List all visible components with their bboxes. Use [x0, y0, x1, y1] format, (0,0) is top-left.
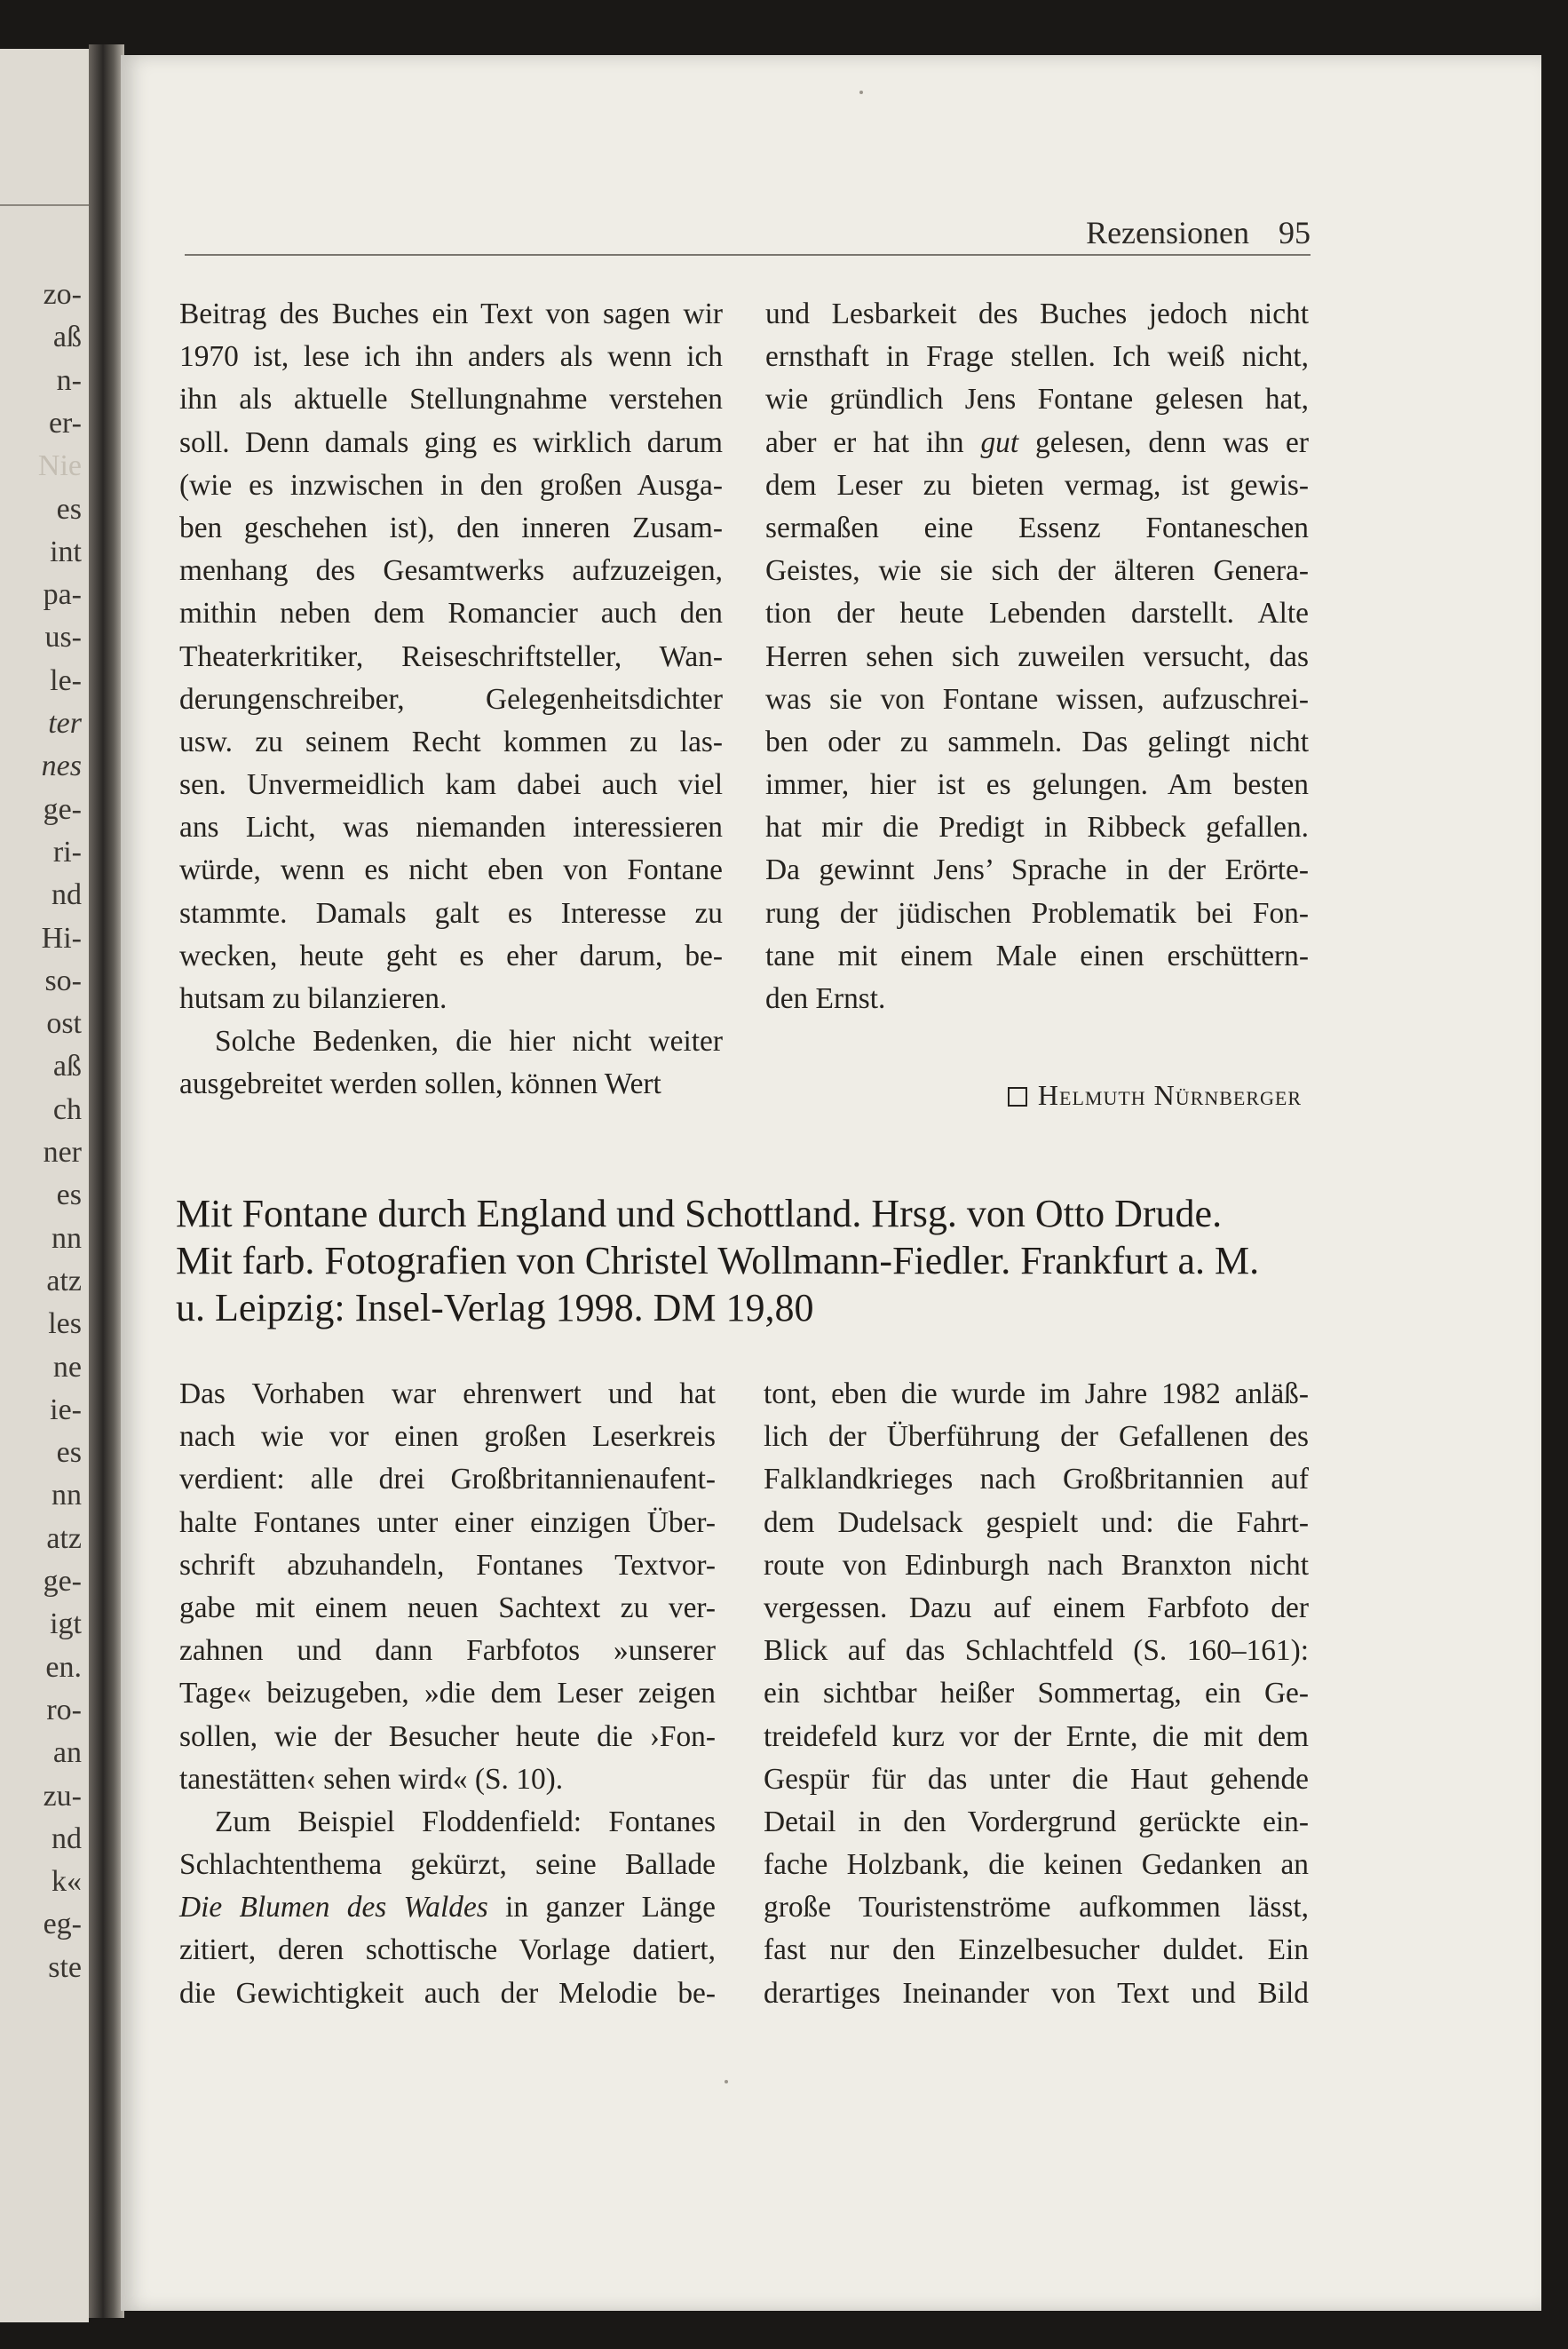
- text-line: [179, 1458, 716, 1501]
- text-line: [764, 1716, 1309, 1758]
- text-line: [179, 507, 723, 550]
- text-line: [179, 1502, 716, 1544]
- text-line: [765, 550, 1309, 592]
- text-segment: was sie von Fontane wissen, aufzuschrei-: [765, 682, 1309, 716]
- text-segment: fast nur den Einzelbesucher duldet. Ein: [764, 1933, 1309, 1967]
- prev-page-text-fragment: us-: [44, 621, 82, 655]
- text-segment: usw. zu seinem Recht kommen zu las-: [179, 725, 723, 758]
- text-segment: dem Dudelsack gespielt und: die Fahrt-: [764, 1505, 1309, 1539]
- heading-line: u. Leipzig: Insel-Verlag 1998. DM 19,80: [176, 1286, 814, 1329]
- text-line: [764, 1672, 1309, 1715]
- text-segment: lich der Überführung der Gefallenen des: [764, 1420, 1309, 1454]
- prev-page-text-fragment: aß: [52, 321, 82, 354]
- text-segment: gut: [980, 425, 1019, 459]
- text-line: [765, 507, 1309, 550]
- text-segment: halte Fontanes unter einer einzigen Über-: [179, 1505, 716, 1539]
- text-segment: Gespür für das unter die Haut gehende: [764, 1762, 1309, 1796]
- text-segment: sollen, wie der Besucher heute die ›Fon-: [179, 1719, 716, 1753]
- text-line: [764, 1886, 1309, 1929]
- prev-page-text-fragment: n-: [56, 363, 82, 397]
- text-segment: soll. Denn damals ging es wirklich darum: [179, 425, 723, 459]
- prev-page-text-fragment: es: [56, 1436, 82, 1470]
- text-line: [179, 550, 723, 592]
- prev-page-text-fragment: er-: [48, 406, 82, 440]
- text-segment: und Lesbarkeit des Buches jedoch nicht: [765, 298, 1309, 330]
- text-line: [765, 978, 1309, 1020]
- text-segment: ben oder zu sammeln. Das gelingt nicht: [765, 725, 1309, 758]
- text-line: [179, 1020, 723, 1063]
- prev-page-text-fragment: ge-: [43, 1565, 82, 1598]
- text-line: [179, 849, 723, 892]
- text-segment: Die Blumen des Waldes: [179, 1891, 488, 1924]
- text-line: [764, 1544, 1309, 1587]
- text-line: [765, 592, 1309, 635]
- text-segment: wecken, heute geht es eher darum, be-: [179, 939, 723, 972]
- text-line: [764, 1929, 1309, 1972]
- book-gutter: [89, 44, 124, 2318]
- prev-page-text-fragment: atz: [46, 1264, 82, 1298]
- prev-page-text-fragment: les: [48, 1307, 82, 1341]
- text-line: [179, 1972, 716, 2015]
- text-segment: ein sichtbar heißer Sommertag, ein Ge-: [764, 1677, 1309, 1710]
- text-line: [765, 336, 1309, 378]
- text-segment: tion der heute Lebenden darstellt. Alte: [765, 597, 1309, 631]
- text-segment: route von Edinburgh nach Branxton nicht: [764, 1548, 1309, 1582]
- prev-page-text-fragment: ter: [48, 707, 82, 740]
- review2-left-column: [179, 1373, 716, 2015]
- prev-page-text-fragment: int: [50, 535, 82, 568]
- text-segment: ausgebreitet werden sollen, können Wert: [179, 1067, 661, 1101]
- checkbox-square-icon: [1008, 1087, 1027, 1107]
- page-number: 95: [1279, 215, 1311, 250]
- header-rule: [185, 254, 1311, 256]
- text-segment: Falklandkrieges nach Großbritannien auf: [764, 1463, 1309, 1496]
- text-line: [765, 679, 1309, 721]
- text-line: [179, 1373, 716, 1416]
- text-line: [765, 721, 1309, 764]
- text-line: [179, 378, 723, 421]
- review2-right-column: [764, 1373, 1309, 2015]
- text-segment: tont, eben die wurde im Jahre 1982 anläß-: [764, 1377, 1309, 1410]
- text-line: [764, 1801, 1309, 1844]
- text-segment: verdient: alle drei Großbritannienaufent-: [179, 1463, 716, 1496]
- text-segment: Das Vorhaben war ehrenwert und hat: [179, 1377, 716, 1410]
- review1-right-column: [765, 293, 1309, 1020]
- text-line: [764, 1758, 1309, 1801]
- text-segment: nach wie vor einen großen Leserkreis: [179, 1420, 716, 1454]
- prev-page-text-fragment: zu-: [43, 1779, 82, 1813]
- review1-left-column: [179, 293, 723, 1107]
- text-segment: aber er hat ihn: [765, 425, 981, 459]
- prev-page-text-fragment: aß: [52, 1050, 82, 1083]
- heading-line: Mit farb. Fotografien von Christel Wollmann-Fiedler. Frankfurt a. M.: [176, 1239, 1260, 1282]
- section-title: Rezensionen: [1086, 215, 1249, 250]
- text-segment: sermaßen eine Essenz Fontaneschen: [765, 511, 1309, 544]
- text-segment: Schlachtenthema gekürzt, seine Ballade: [179, 1848, 716, 1882]
- text-line: [765, 935, 1309, 978]
- text-line: [179, 336, 723, 378]
- text-line: [179, 1801, 716, 1844]
- text-line: [764, 1630, 1309, 1672]
- text-segment: ans Licht, was niemanden interessieren: [179, 811, 723, 845]
- heading-line: Mit Fontane durch England und Schottland. Hrsg. von Otto Drude.: [176, 1192, 1223, 1235]
- text-segment: (wie es inzwischen in den großen Ausga-: [179, 468, 723, 502]
- text-segment: zahnen und dann Farbfotos »unserer: [179, 1634, 716, 1668]
- text-line: [765, 806, 1309, 849]
- text-segment: gabe mit einem neuen Sachtext zu ver-: [179, 1591, 716, 1624]
- text-line: [179, 1672, 716, 1715]
- prev-page-text-fragment: le-: [50, 663, 82, 697]
- text-segment: Theaterkritiker, Reiseschriftsteller, Wan-: [179, 639, 723, 673]
- prev-page-text-fragment: nd: [51, 878, 82, 912]
- text-line: [179, 1716, 716, 1758]
- reviewer-name: Helmuth Nürnberger: [1037, 1079, 1302, 1111]
- text-line: [764, 1502, 1309, 1544]
- text-line: [179, 464, 723, 507]
- text-segment: immer, hier ist es gelungen. Am besten: [765, 768, 1309, 802]
- text-segment: schrift abzuhandeln, Fontanes Textvor-: [179, 1548, 716, 1582]
- text-line: [179, 293, 723, 336]
- text-line: [179, 1758, 716, 1801]
- text-line: [179, 1544, 716, 1587]
- text-segment: tanestätten‹ sehen wird« (S. 10).: [179, 1762, 564, 1796]
- prev-page-text-fragment: nes: [41, 750, 82, 783]
- text-line: [179, 592, 723, 635]
- text-segment: rung der jüdischen Problematik bei Fon-: [765, 896, 1309, 930]
- prev-page-text-fragment: k«: [51, 1865, 82, 1899]
- text-segment: Beitrag des Buches ein Text von sagen wir: [179, 298, 723, 330]
- prev-page-text-fragment: ri-: [52, 835, 82, 869]
- text-line: [179, 1630, 716, 1672]
- text-line: [765, 764, 1309, 806]
- text-segment: Blick auf das Schlachtfeld (S. 160–161):: [764, 1634, 1309, 1668]
- text-line: [764, 1844, 1309, 1886]
- prev-page-text-fragment: pa-: [43, 578, 82, 612]
- text-line: [179, 1886, 716, 1929]
- text-line: [764, 1416, 1309, 1458]
- text-segment: die Gewichtigkeit auch der Melodie be-: [179, 1976, 716, 2010]
- text-segment: derungenschreiber, Gelegenheitsdichter: [179, 682, 723, 716]
- text-segment: 1970 ist, lese ich ihn anders als wenn ich: [179, 340, 723, 374]
- prev-page-text-fragment: zo-: [43, 278, 82, 311]
- prev-page-text-fragment: igt: [50, 1607, 82, 1641]
- text-segment: Herren sehen sich zuweilen versucht, das: [765, 639, 1309, 673]
- text-line: [765, 636, 1309, 679]
- prev-page-text-fragment: es: [56, 1178, 82, 1212]
- running-header: [185, 156, 1311, 254]
- text-line: [179, 935, 723, 978]
- review2-bibliographic-heading: [176, 1190, 1330, 1331]
- text-segment: ihn als aktuelle Stellungnahme verstehen: [179, 383, 723, 417]
- prev-page-text-fragment: Nie: [37, 449, 82, 483]
- prev-page-text-fragment: nd: [51, 1821, 82, 1855]
- prev-page-text-fragment: Hi-: [41, 921, 82, 955]
- text-line: [765, 893, 1309, 935]
- text-segment: zitiert, deren schottische Vorlage datiert,: [179, 1933, 716, 1967]
- text-segment: menhang des Gesamtwerks aufzuzeigen,: [179, 554, 723, 588]
- previous-page-edge: [0, 49, 89, 2322]
- text-segment: hat mir die Predigt in Ribbeck gefallen.: [765, 811, 1309, 845]
- text-segment: Detail in den Vordergrund gerückte ein-: [764, 1805, 1309, 1838]
- text-segment: mithin neben dem Romancier auch den: [179, 597, 723, 631]
- text-line: [765, 378, 1309, 421]
- text-line: [765, 293, 1309, 336]
- prev-page-text-fragment: en.: [45, 1650, 82, 1684]
- prev-page-text-fragment: ste: [48, 1950, 82, 1984]
- text-segment: vergessen. Dazu auf einem Farbfoto der: [764, 1591, 1309, 1624]
- text-segment: Geistes, wie sie sich der älteren Genera-: [765, 554, 1309, 588]
- prev-page-text-fragment: an: [52, 1736, 82, 1770]
- text-segment: wie gründlich Jens Fontane gelesen hat,: [765, 383, 1309, 417]
- text-line: [179, 1587, 716, 1630]
- text-segment: Zum Beispiel Floddenfield: Fontanes: [215, 1805, 716, 1838]
- prev-page-text-fragment: nn: [51, 1479, 82, 1512]
- review1-signature: [815, 1079, 1302, 1112]
- text-segment: hutsam zu bilanzieren.: [179, 982, 447, 1015]
- text-segment: Tage« beizugeben, »die dem Leser zeigen: [179, 1677, 716, 1710]
- text-segment: tane mit einem Male einen erschüttern-: [765, 939, 1309, 972]
- text-line: [179, 679, 723, 721]
- text-line: [179, 806, 723, 849]
- text-line: [179, 1063, 723, 1106]
- text-line: [765, 422, 1309, 464]
- prev-page-text-fragment: ne: [52, 1350, 82, 1384]
- prev-page-text-fragment: eg-: [43, 1908, 82, 1941]
- text-line: [179, 1844, 716, 1886]
- text-segment: dem Leser zu bieten vermag, ist gewis-: [765, 468, 1309, 502]
- text-segment: ernsthaft in Frage stellen. Ich weiß nicht,: [765, 340, 1309, 374]
- text-segment: stammte. Damals galt es Interesse zu: [179, 896, 723, 930]
- text-line: [179, 893, 723, 935]
- text-line: [179, 1416, 716, 1458]
- text-segment: sen. Unvermeidlich kam dabei auch viel: [179, 768, 723, 802]
- text-line: [179, 764, 723, 806]
- text-line: [179, 422, 723, 464]
- text-segment: fache Holzbank, die keinen Gedanken an: [764, 1848, 1309, 1882]
- text-line: [764, 1587, 1309, 1630]
- text-segment: in ganzer Länge: [487, 1891, 716, 1924]
- text-line: [765, 849, 1309, 892]
- text-segment: den Ernst.: [765, 982, 886, 1015]
- prev-page-text-fragment: ge-: [43, 792, 82, 826]
- prev-page-text-fragment: ro-: [46, 1693, 82, 1726]
- text-segment: derartiges Ineinander von Text und Bild: [764, 1976, 1309, 2010]
- text-line: [764, 1458, 1309, 1501]
- text-segment: würde, wenn es nicht eben von Fontane: [179, 853, 723, 887]
- text-segment: treidefeld kurz vor der Ernte, die mit dem: [764, 1719, 1309, 1753]
- prev-page-text-fragment: nn: [51, 1221, 82, 1255]
- text-segment: ben geschehen ist), den inneren Zusam-: [179, 511, 723, 544]
- text-line: [764, 1373, 1309, 1416]
- text-line: [179, 1929, 716, 1972]
- prev-page-text-fragment: so-: [44, 964, 82, 997]
- text-line: [179, 636, 723, 679]
- text-segment: große Touristenströme aufkommen lässt,: [764, 1891, 1309, 1924]
- prev-page-text-fragment: ie-: [50, 1393, 82, 1426]
- text-line: [765, 464, 1309, 507]
- text-line: [764, 1972, 1309, 2015]
- text-segment: gelesen, denn was er: [1018, 425, 1309, 459]
- prev-page-text-fragment: ost: [46, 1007, 82, 1041]
- text-segment: Solche Bedenken, die hier nicht weiter: [215, 1025, 723, 1059]
- prev-page-text-fragment: ner: [43, 1136, 82, 1169]
- text-line: [179, 978, 723, 1020]
- prev-page-text-fragment: atz: [46, 1521, 82, 1555]
- previous-page-rule: [0, 204, 89, 206]
- text-segment: Da gewinnt Jens’ Sprache in der Erörte-: [765, 853, 1309, 887]
- text-line: [179, 721, 723, 764]
- prev-page-text-fragment: es: [56, 492, 82, 526]
- prev-page-text-fragment: ch: [52, 1092, 82, 1126]
